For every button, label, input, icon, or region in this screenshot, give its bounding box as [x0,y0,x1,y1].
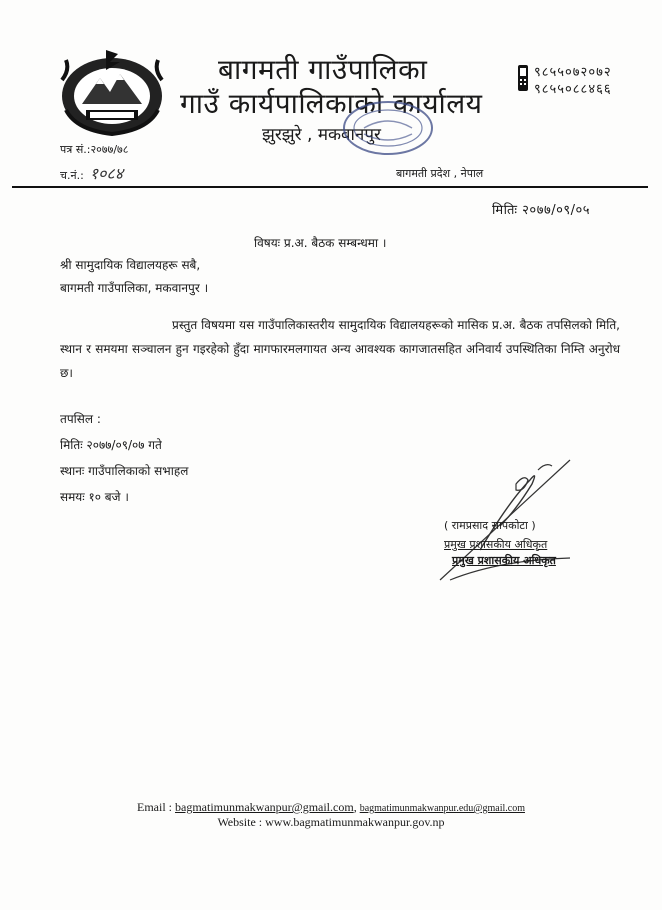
email-label: Email : [137,800,175,814]
letter-subject: विषयः प्र.अ. बैठक सम्बन्धमा । [254,236,387,250]
office-address: झुरझुरे , मकवानपुर [262,125,381,145]
recipient-line-2: बागमती गाउँपालिका, मकवानपुर । [60,281,209,295]
details-place: स्थानः गाउँपालिकाको सभाहल [60,464,189,478]
recipient-line-1: श्री सामुदायिक विद्यालयहरू सबै, [60,258,201,272]
office-subtitle: गाउँ कार्यपालिकाको कार्यालय [180,87,483,120]
mobile-phone-icon [517,64,529,92]
dispatch-label: च.नं.: [60,169,84,182]
office-stamp-icon [340,98,436,158]
email-link-2[interactable]: bagmatimunmakwanpur.edu@gmail.com [359,803,525,814]
signatory-stamp-title: प्रमुख प्रशासकीय अधिकृत [452,554,556,567]
details-date: मितिः २०७७/०९/०७ गते [60,438,162,452]
footer-website [0,815,662,830]
email-link-1[interactable]: bagmatimunmakwanpur@gmail.com [175,800,354,814]
signatory-name: ( रामप्रसाद सापकोटा ) [444,519,536,532]
dispatch-value: १०८४ [89,164,124,183]
details-label: तपसिल : [60,412,101,426]
signatory-title: प्रमुख प्रशासकीय अधिकृत [444,538,548,551]
province: बागमती प्रदेश , नेपाल [396,167,484,180]
website-label: Website : [217,815,266,829]
dispatch-number [60,162,123,184]
letter-body: प्रस्तुत विषयमा यस गाउँपालिकास्तरीय सामुदायिक विद्यालयहरूको मासिक प्र.अ. बैठक तपसिलको मिति, स्थान र समयमा सञ्चालन हुन गइरहेको हुँदा मागफारमलगायत अन्य आवश्यक कागजातसहित अनिवार्य उपस्थितिका निम्ति अनुरोध छ। [60,318,620,380]
office-name: बागमती गाउँपालिका [218,53,428,86]
header-divider [12,186,648,188]
website-link[interactable]: www.bagmatimunmakwanpur.gov.np [265,815,445,829]
phone-number-1: ९८५५०७२०७२ [534,65,612,80]
footer-email [0,800,662,815]
email-separator: , [353,800,360,814]
reference-number: पत्र सं.:२०७७/७८ [60,143,129,156]
letter-date: मितिः २०७७/०९/०५ [492,203,591,218]
phone-number-2: ९८५५०८८४६६ [534,82,612,97]
nepal-emblem-icon [56,40,168,140]
details-time: समयः १० बजे । [60,490,129,504]
